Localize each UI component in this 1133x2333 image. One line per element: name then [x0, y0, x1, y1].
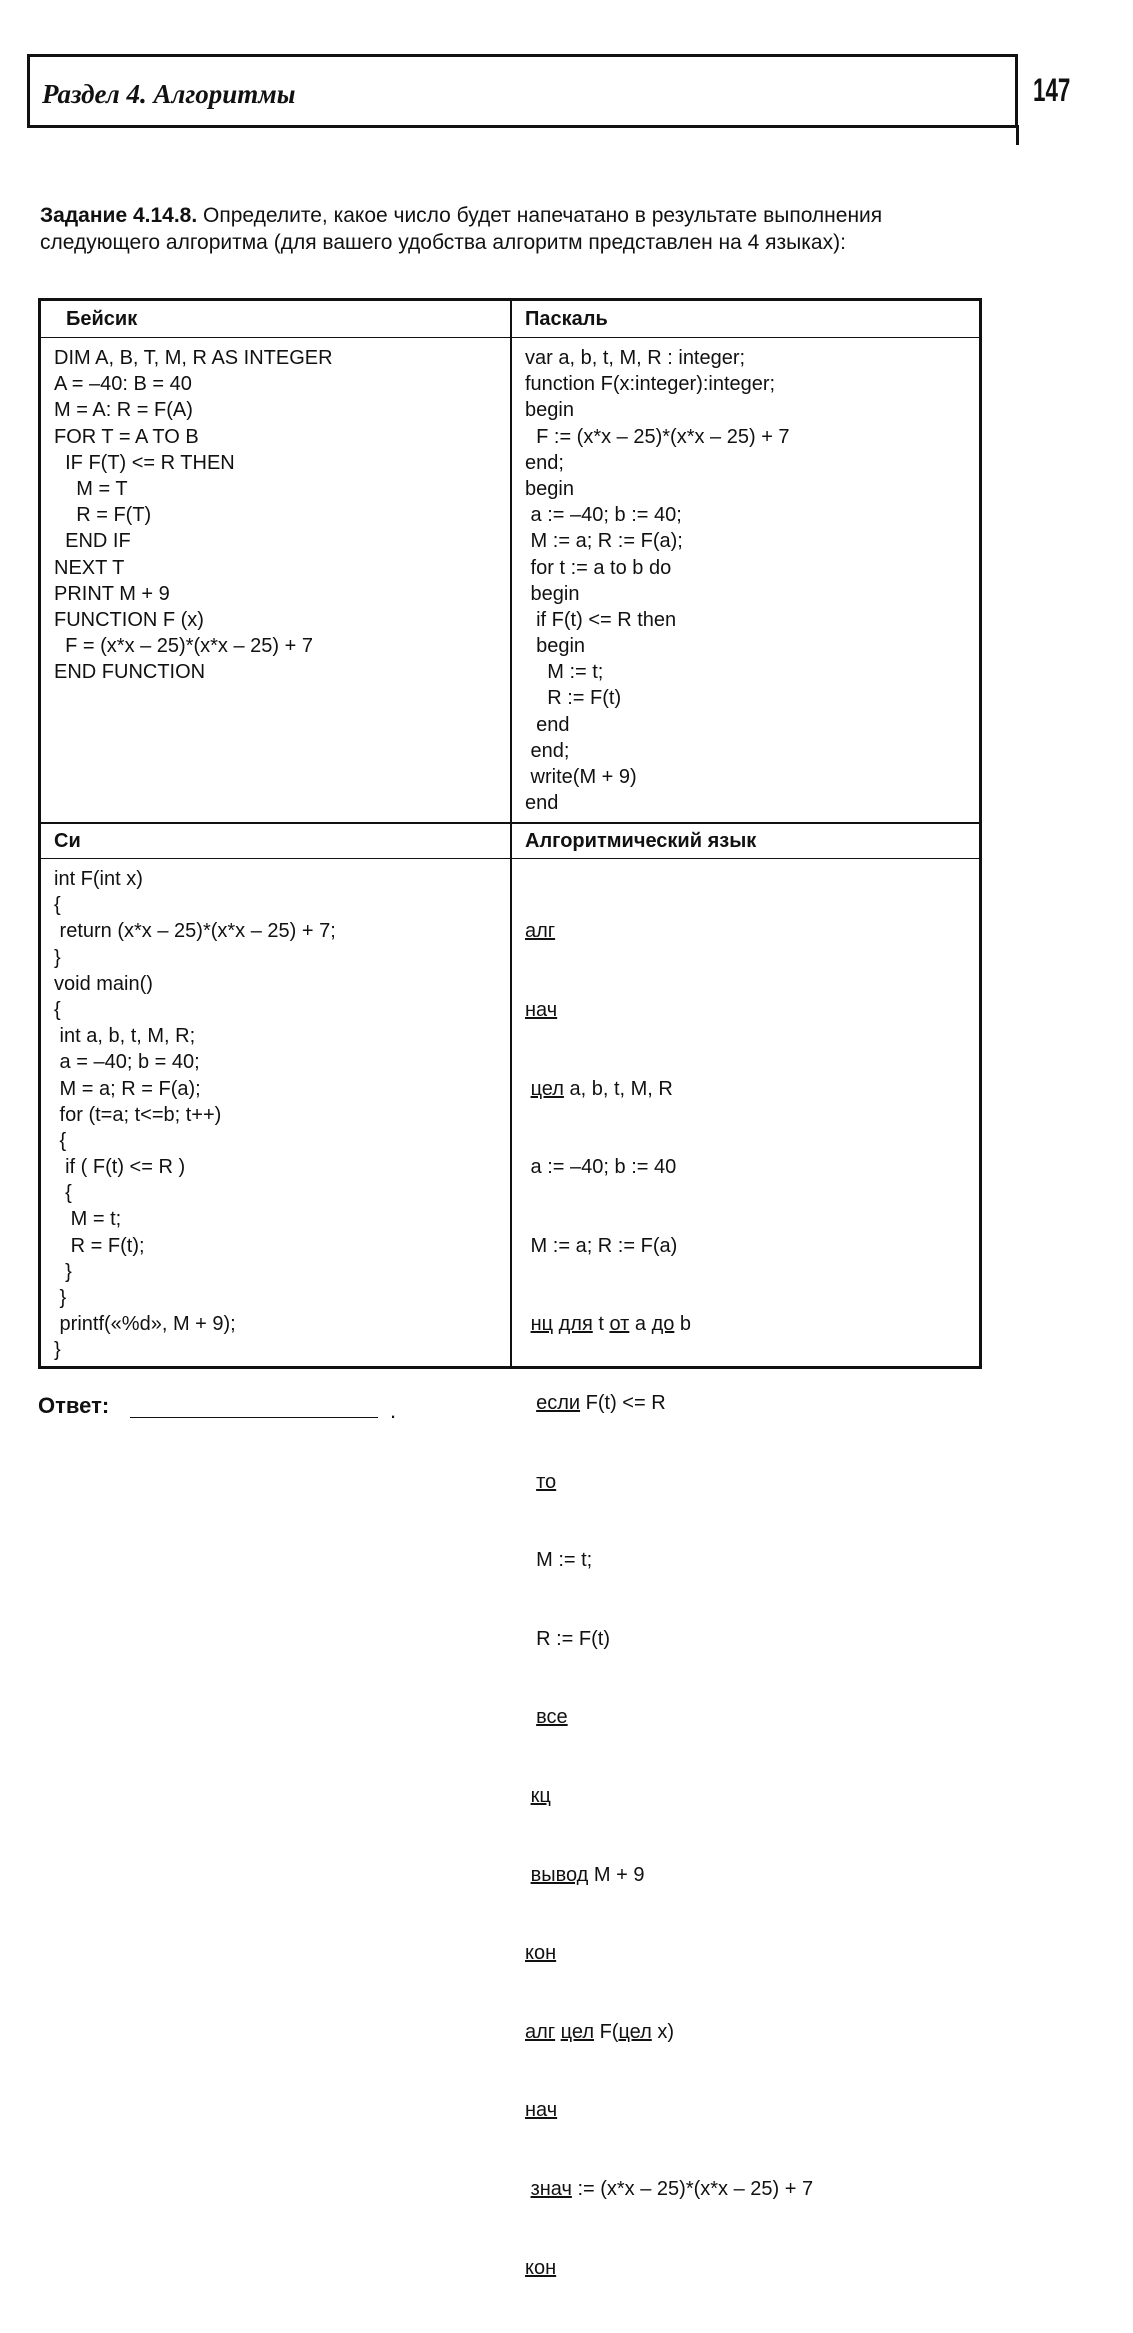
code-line: FOR T = A TO B: [54, 425, 199, 448]
c-code: [54, 866, 336, 1364]
answer-period: .: [390, 1398, 397, 1423]
row-divider: [41, 822, 979, 824]
code-line: end;: [525, 451, 564, 474]
code-line: if ( F(t) <= R ): [54, 1156, 186, 1179]
code-line: {: [54, 1182, 72, 1205]
code-line: int a, b, t, M, R;: [54, 1025, 196, 1048]
page-number: 147: [1033, 72, 1071, 108]
code-line: FUNCTION F (x): [54, 608, 204, 631]
code-line: M = A: R = F(A): [54, 399, 193, 422]
task-statement: [40, 202, 985, 256]
code-line: printf(«%d», M + 9);: [54, 1313, 236, 1336]
task-label: Задание 4.14.8.: [40, 204, 198, 227]
code-line: R := F(t): [525, 1627, 610, 1650]
section-header: [27, 54, 1018, 128]
code-line: M := a; R := F(a);: [525, 530, 683, 553]
column-divider: [510, 301, 512, 1366]
code-line: M = T: [54, 477, 128, 500]
code-line: M := t;: [525, 1549, 593, 1572]
code-line: нач: [525, 2099, 558, 2122]
code-line: нц для t от a до b: [530, 1313, 692, 1336]
code-line: }: [54, 1260, 72, 1283]
code-line: {: [54, 1129, 67, 1152]
code-line: a = –40; b = 40;: [54, 1051, 200, 1074]
c-heading: Си: [54, 830, 81, 852]
code-line: F := (x*x – 25)*(x*x – 25) + 7: [525, 425, 790, 448]
code-line: if F(t) <= R then: [525, 608, 677, 631]
code-line: begin: [525, 635, 586, 658]
answer-label: Ответ:: [38, 1393, 110, 1418]
code-line: A = –40: B = 40: [54, 373, 192, 396]
task-text: Определите, какое число будет напечатано в результате выполнения следующего алгоритма (для вашего удобства алгоритм представлен на 4 языках):: [40, 204, 883, 254]
code-line: begin: [525, 582, 580, 605]
code-line: }: [54, 946, 61, 969]
code-line: кон: [525, 1942, 557, 1965]
code-line: F = (x*x – 25)*(x*x – 25) + 7: [54, 635, 313, 658]
code-line: }: [54, 1339, 61, 1362]
code-line: если F(t) <= R: [536, 1391, 666, 1414]
code-line: var a, b, t, M, R : integer;: [525, 347, 746, 369]
code-line: a := –40; b := 40;: [525, 504, 682, 527]
code-line: function F(x:integer):integer;: [525, 373, 776, 396]
code-line: for (t=a; t<=b; t++): [54, 1103, 222, 1126]
code-line: вывод M + 9: [530, 1863, 645, 1886]
code-line: END IF: [54, 530, 131, 553]
code-line: PRINT M + 9: [54, 582, 170, 605]
code-line: M = a; R = F(a);: [54, 1077, 201, 1100]
code-line: знач := (x*x – 25)*(x*x – 25) + 7: [530, 2177, 814, 2200]
code-line: end: [525, 713, 570, 736]
code-line: M = t;: [54, 1208, 122, 1231]
code-line: DIM A, B, T, M, R AS INTEGER: [54, 347, 333, 369]
pascal-code: [525, 345, 790, 816]
answer-field[interactable]: [130, 1417, 378, 1418]
row-divider: [41, 337, 979, 338]
code-line: все: [536, 1706, 568, 1729]
code-line: end;: [525, 739, 570, 762]
code-line: R := F(t): [525, 687, 622, 710]
code-line: begin: [525, 477, 574, 500]
code-line: NEXT T: [54, 556, 125, 579]
pascal-heading: Паскаль: [525, 308, 608, 330]
code-line: END FUNCTION: [54, 661, 206, 684]
code-line: R = F(t);: [54, 1234, 145, 1257]
code-line: }: [54, 1287, 67, 1309]
code-line: IF F(T) <= R THEN: [54, 451, 235, 474]
basic-heading: Бейсик: [66, 308, 138, 330]
code-line: M := a; R := F(a): [525, 1234, 678, 1257]
code-line: {: [54, 998, 61, 1021]
algo-heading: Алгоритмический язык: [525, 830, 757, 852]
code-line: write(M + 9): [525, 766, 637, 788]
code-line: {: [54, 894, 61, 917]
basic-code: [54, 345, 333, 685]
algo-code: [525, 866, 813, 2333]
row-divider: [41, 858, 979, 859]
code-line: то: [536, 1470, 557, 1493]
code-line: M := t;: [525, 661, 604, 684]
code-line: a := –40; b := 40: [525, 1156, 677, 1179]
code-line: алг: [525, 920, 556, 943]
code-line: кон: [525, 2256, 557, 2279]
code-line: нач: [525, 999, 558, 1021]
code-line: end: [525, 792, 559, 815]
code-line: begin: [525, 399, 574, 422]
section-title: Раздел 4. Алгоритмы: [42, 79, 296, 109]
code-line: void main(): [54, 972, 153, 995]
code-line: цел a, b, t, M, R: [530, 1077, 673, 1100]
code-line: int F(int x): [54, 868, 143, 890]
code-line: R = F(T): [54, 504, 152, 527]
code-line: кц: [530, 1784, 551, 1807]
code-line: for t := a to b do: [525, 556, 672, 579]
code-line: return (x*x – 25)*(x*x – 25) + 7;: [54, 920, 336, 943]
code-line: алг цел F(цел x): [525, 2020, 675, 2043]
